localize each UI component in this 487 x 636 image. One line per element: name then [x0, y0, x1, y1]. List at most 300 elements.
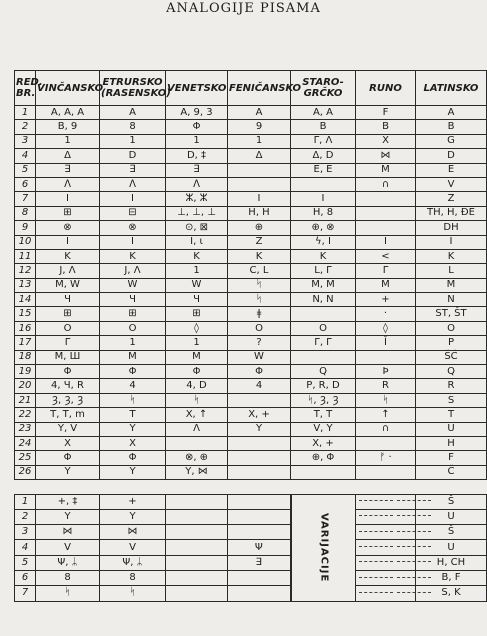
glyph-cell	[228, 525, 291, 540]
glyph-cell: 9	[228, 120, 291, 134]
table-row	[15, 436, 487, 450]
row-number: 8	[15, 206, 36, 220]
glyph-cell: Φ	[100, 451, 166, 465]
glyph-cell: ᛋ	[166, 393, 228, 407]
glyph-cell: 8	[100, 571, 166, 586]
glyph-cell: H	[416, 436, 487, 450]
glyph-cell: Δ, D	[291, 149, 356, 163]
glyph-cell: O	[416, 321, 487, 335]
row-number: 9	[15, 221, 36, 235]
glyph-cell: A	[100, 106, 166, 120]
glyph-cell: Š	[416, 494, 487, 509]
glyph-cell: X, +	[291, 436, 356, 450]
glyph-cell: I	[100, 192, 166, 206]
dash-cell	[356, 509, 416, 524]
table-row	[15, 307, 487, 321]
glyph-cell: L	[416, 264, 487, 278]
row-number: 2	[15, 120, 36, 134]
table-row	[15, 451, 487, 465]
glyph-cell: V	[416, 177, 487, 191]
dash-cell	[356, 540, 416, 555]
glyph-cell: Q	[416, 365, 487, 379]
table-row	[15, 350, 487, 364]
row-number: 17	[15, 336, 36, 350]
glyph-cell	[228, 163, 291, 177]
table-row	[15, 365, 487, 379]
glyph-cell: U	[416, 422, 487, 436]
glyph-cell: Q	[291, 365, 356, 379]
glyph-cell	[228, 451, 291, 465]
glyph-cell: TH, H, ĐE	[416, 206, 487, 220]
glyph-cell: K	[100, 249, 166, 263]
glyph-cell: 4	[228, 379, 291, 393]
dash-cell	[356, 571, 416, 586]
row-number: 23	[15, 422, 36, 436]
dash-line	[359, 592, 393, 593]
glyph-cell: Φ	[228, 365, 291, 379]
row-number: 6	[15, 177, 36, 191]
page-title: ANALOGIJE PISAMA	[166, 1, 321, 16]
glyph-cell: ?	[228, 336, 291, 350]
glyph-cell: 1	[166, 336, 228, 350]
header-cell: RED. BR.	[15, 71, 36, 106]
glyph-cell: C, L	[228, 264, 291, 278]
header-cell: FENIČANSKO	[228, 71, 291, 106]
header-cell: VENETSKO	[166, 71, 228, 106]
glyph-cell: O	[100, 321, 166, 335]
empty-cell	[166, 509, 228, 524]
glyph-cell: Y, ⋈	[166, 465, 228, 479]
glyph-cell: R	[356, 379, 416, 393]
glyph-cell: M, Ш	[36, 350, 100, 364]
variant-rows	[15, 494, 487, 601]
glyph-cell: U	[416, 509, 487, 524]
glyph-cell: ⊗	[100, 221, 166, 235]
glyph-cell: Δ	[36, 149, 100, 163]
row-number: 1	[15, 494, 36, 509]
glyph-cell: Δ	[228, 149, 291, 163]
glyph-cell: Y	[100, 509, 166, 524]
glyph-cell: ∃	[100, 163, 166, 177]
glyph-cell: Φ	[36, 451, 100, 465]
row-number: 7	[15, 586, 36, 601]
glyph-cell: A	[228, 106, 291, 120]
row-number: 6	[15, 571, 36, 586]
glyph-cell: ∃	[36, 163, 100, 177]
section-gap	[15, 480, 487, 494]
glyph-cell: DH	[416, 221, 487, 235]
glyph-cell: I	[228, 192, 291, 206]
glyph-cell	[356, 221, 416, 235]
glyph-cell: 4	[100, 379, 166, 393]
glyph-cell: P	[416, 336, 487, 350]
glyph-cell: ǂ	[228, 307, 291, 321]
dash-line	[359, 546, 393, 547]
glyph-cell: ⋈	[100, 525, 166, 540]
glyph-cell: Ψ, ᛦ	[36, 555, 100, 570]
empty-cell	[166, 494, 228, 509]
dash-line	[359, 577, 393, 578]
glyph-cell: +	[100, 494, 166, 509]
row-number: 18	[15, 350, 36, 364]
dash-line	[359, 531, 393, 532]
glyph-cell	[356, 350, 416, 364]
glyph-cell	[228, 465, 291, 479]
row-number: 7	[15, 192, 36, 206]
glyph-cell: ⊙, ⊠	[166, 221, 228, 235]
row-number: 19	[15, 365, 36, 379]
glyph-cell	[228, 177, 291, 191]
table-row	[15, 336, 487, 350]
row-number: 3	[15, 525, 36, 540]
glyph-cell: K	[228, 249, 291, 263]
glyph-cell: Ψ, ᛦ	[100, 555, 166, 570]
variants-label: VARIJACIJE	[291, 494, 356, 601]
glyph-cell: F	[416, 451, 487, 465]
glyph-cell: ᛋ, Ȝ, Ȝ	[291, 393, 356, 407]
glyph-cell: ⊗	[36, 221, 100, 235]
glyph-cell: T, T, m	[36, 408, 100, 422]
dash-line	[359, 500, 393, 501]
glyph-cell: ⊕, ⊗	[291, 221, 356, 235]
glyph-cell: O	[36, 321, 100, 335]
glyph-cell: ᛋ	[100, 586, 166, 601]
glyph-cell: I	[291, 192, 356, 206]
glyph-cell: M	[416, 278, 487, 292]
glyph-cell: Y	[36, 509, 100, 524]
empty-cell	[166, 555, 228, 570]
glyph-cell: 1	[100, 134, 166, 148]
glyph-cell: Ψ	[228, 540, 291, 555]
table-row	[15, 177, 487, 191]
main-rows	[15, 106, 487, 480]
variant-row	[15, 525, 487, 540]
dash-line	[359, 515, 393, 516]
glyph-cell: D	[100, 149, 166, 163]
glyph-cell: Ǐ	[356, 336, 416, 350]
glyph-cell: M	[166, 350, 228, 364]
glyph-cell: O	[228, 321, 291, 335]
table-row	[15, 379, 487, 393]
dash-line	[397, 592, 431, 593]
glyph-cell: B, 9	[36, 120, 100, 134]
glyph-cell: ∩	[356, 422, 416, 436]
dash-line	[397, 500, 431, 501]
table-row	[15, 249, 487, 263]
glyph-cell: X	[36, 436, 100, 450]
glyph-cell: W	[228, 350, 291, 364]
row-number: 15	[15, 307, 36, 321]
glyph-cell: 4, D	[166, 379, 228, 393]
row-number: 4	[15, 540, 36, 555]
glyph-cell: A, A	[291, 106, 356, 120]
glyph-cell	[228, 436, 291, 450]
table-row	[15, 221, 487, 235]
glyph-cell: ∃	[166, 163, 228, 177]
glyph-cell: N	[416, 293, 487, 307]
header-row	[15, 71, 487, 106]
glyph-cell: ·	[356, 307, 416, 321]
glyph-cell: ∩	[356, 177, 416, 191]
glyph-cell: ŠĆ	[416, 350, 487, 364]
glyph-cell: A, A, A	[36, 106, 100, 120]
glyph-cell: Þ	[356, 365, 416, 379]
variant-row	[15, 555, 487, 570]
glyph-cell: ◊	[166, 321, 228, 335]
glyph-cell: Γ	[36, 336, 100, 350]
table-row	[15, 321, 487, 335]
row-number: 1	[15, 106, 36, 120]
glyph-cell	[228, 393, 291, 407]
row-number: 20	[15, 379, 36, 393]
glyph-cell: M, M	[291, 278, 356, 292]
glyph-cell: Y	[228, 422, 291, 436]
glyph-cell: Φ	[166, 120, 228, 134]
glyph-cell: Š	[416, 525, 487, 540]
glyph-cell: ᐱ	[36, 177, 100, 191]
table-row	[15, 134, 487, 148]
glyph-cell: D, ‡	[166, 149, 228, 163]
glyph-cell: ᛋ	[36, 586, 100, 601]
header-cell: VINČANSKO	[36, 71, 100, 106]
row-number: 5	[15, 163, 36, 177]
dash-line	[397, 561, 431, 562]
glyph-cell	[291, 307, 356, 321]
table-row	[15, 293, 487, 307]
glyph-cell	[356, 436, 416, 450]
glyph-cell: ⋈	[36, 525, 100, 540]
glyph-cell: E, E	[291, 163, 356, 177]
glyph-cell: M	[356, 163, 416, 177]
glyph-cell	[356, 206, 416, 220]
glyph-cell: U	[416, 540, 487, 555]
glyph-cell	[291, 350, 356, 364]
glyph-cell: 1	[100, 336, 166, 350]
glyph-cell: Č	[416, 465, 487, 479]
glyph-cell: F	[356, 106, 416, 120]
glyph-cell: V, Y	[291, 422, 356, 436]
glyph-cell	[228, 494, 291, 509]
glyph-cell: ᛋ	[228, 293, 291, 307]
glyph-cell: V	[100, 540, 166, 555]
glyph-cell: Ȝ, Ȝ, Ȝ	[36, 393, 100, 407]
glyph-cell: V	[36, 540, 100, 555]
glyph-cell: K	[291, 249, 356, 263]
glyph-cell: +, ‡	[36, 494, 100, 509]
glyph-cell: X	[356, 134, 416, 148]
glyph-cell: ⵣ, ⵣ	[166, 192, 228, 206]
glyph-cell: ⊞	[36, 307, 100, 321]
table-row	[15, 264, 487, 278]
glyph-cell: 1	[166, 134, 228, 148]
glyph-cell: X	[100, 436, 166, 450]
table-row	[15, 408, 487, 422]
glyph-cell: ᐱ	[166, 177, 228, 191]
dash-cell	[356, 525, 416, 540]
glyph-cell: I	[356, 235, 416, 249]
row-number: 22	[15, 408, 36, 422]
glyph-cell: T	[416, 408, 487, 422]
empty-cell	[166, 525, 228, 540]
table-row	[15, 192, 487, 206]
glyph-cell: P, R, D	[291, 379, 356, 393]
table-row	[15, 120, 487, 134]
header-cell: STARO-GRČKO	[291, 71, 356, 106]
glyph-cell	[166, 436, 228, 450]
row-number: 4	[15, 149, 36, 163]
glyph-cell: R	[416, 379, 487, 393]
table-row	[15, 206, 487, 220]
variant-row	[15, 494, 487, 509]
glyph-cell: B	[291, 120, 356, 134]
glyph-cell	[228, 571, 291, 586]
glyph-cell	[356, 465, 416, 479]
variant-row	[15, 586, 487, 601]
glyph-cell: T	[100, 408, 166, 422]
glyph-cell: O	[291, 321, 356, 335]
glyph-cell: Y	[100, 422, 166, 436]
dash-line	[397, 515, 431, 516]
row-number: 2	[15, 509, 36, 524]
glyph-cell: H, 8	[291, 206, 356, 220]
glyph-cell: Ч	[166, 293, 228, 307]
glyph-cell: D	[416, 149, 487, 163]
glyph-cell: K	[416, 249, 487, 263]
row-number: 16	[15, 321, 36, 335]
glyph-cell: M	[100, 350, 166, 364]
glyph-cell: Y	[100, 465, 166, 479]
glyph-cell: L, Γ	[291, 264, 356, 278]
row-number: 13	[15, 278, 36, 292]
glyph-cell: Y, V	[36, 422, 100, 436]
glyph-cell: I, ι	[166, 235, 228, 249]
glyph-cell: K	[36, 249, 100, 263]
row-number: 10	[15, 235, 36, 249]
glyph-cell: ⊞	[100, 307, 166, 321]
row-number: 25	[15, 451, 36, 465]
glyph-cell: 1	[166, 264, 228, 278]
dash-line	[397, 531, 431, 532]
dash-cell	[356, 555, 416, 570]
glyph-cell: Ч	[100, 293, 166, 307]
table-row	[15, 465, 487, 479]
glyph-cell: W	[100, 278, 166, 292]
glyph-cell: I	[416, 235, 487, 249]
table-row	[15, 235, 487, 249]
glyph-cell: A	[416, 106, 487, 120]
row-number: 5	[15, 555, 36, 570]
glyph-cell: Z	[416, 192, 487, 206]
glyph-cell: I	[36, 235, 100, 249]
glyph-cell: J, Λ	[36, 264, 100, 278]
empty-cell	[166, 571, 228, 586]
row-number: 12	[15, 264, 36, 278]
glyph-cell: G	[416, 134, 487, 148]
glyph-cell	[291, 465, 356, 479]
glyph-cell: 1	[228, 134, 291, 148]
glyph-cell: Φ	[166, 365, 228, 379]
script-analogy-table	[14, 70, 487, 602]
glyph-cell: ↑	[356, 408, 416, 422]
glyph-cell: Ч	[36, 293, 100, 307]
table-row	[15, 106, 487, 120]
glyph-cell: ST, ŠT	[416, 307, 487, 321]
row-number: 26	[15, 465, 36, 479]
glyph-cell: Γ	[356, 264, 416, 278]
table-row	[15, 422, 487, 436]
glyph-cell: ⊗, ⊕	[166, 451, 228, 465]
glyph-cell: B	[356, 120, 416, 134]
row-number: 11	[15, 249, 36, 263]
dash-line	[397, 546, 431, 547]
glyph-cell: H, H	[228, 206, 291, 220]
table-row	[15, 278, 487, 292]
glyph-cell: M	[356, 278, 416, 292]
glyph-cell: B	[416, 120, 487, 134]
glyph-cell: I	[100, 235, 166, 249]
row-number: 14	[15, 293, 36, 307]
glyph-cell: ⊞	[166, 307, 228, 321]
variant-row	[15, 571, 487, 586]
glyph-cell: Λ	[166, 422, 228, 436]
glyph-cell	[228, 509, 291, 524]
glyph-cell: Φ	[100, 365, 166, 379]
glyph-cell	[356, 192, 416, 206]
glyph-cell: J, Λ	[100, 264, 166, 278]
glyph-cell: +	[356, 293, 416, 307]
glyph-cell: ⊥, ⊥, ⊥	[166, 206, 228, 220]
glyph-cell: H, CH	[416, 555, 487, 570]
glyph-cell: ᛋ	[228, 278, 291, 292]
glyph-cell: ᛋ	[356, 393, 416, 407]
dash-line	[359, 561, 393, 562]
glyph-cell: ϟ, I	[291, 235, 356, 249]
glyph-cell: E	[416, 163, 487, 177]
glyph-cell: 1	[36, 134, 100, 148]
glyph-cell: X, +	[228, 408, 291, 422]
variant-row	[15, 509, 487, 524]
glyph-cell: ∃	[228, 555, 291, 570]
dash-cell	[356, 586, 416, 601]
table-row	[15, 393, 487, 407]
glyph-cell: S	[416, 393, 487, 407]
glyph-cell: B, F	[416, 571, 487, 586]
glyph-cell: ⊞	[36, 206, 100, 220]
glyph-cell: Y	[36, 465, 100, 479]
glyph-cell: ᛋ	[100, 393, 166, 407]
dash-cell	[356, 494, 416, 509]
empty-cell	[166, 540, 228, 555]
glyph-cell: ⊟	[100, 206, 166, 220]
glyph-cell: ᚠ ·	[356, 451, 416, 465]
glyph-cell: S, K	[416, 586, 487, 601]
row-number: 24	[15, 436, 36, 450]
glyph-cell: A, 9, 3	[166, 106, 228, 120]
header-cell: RUNO	[356, 71, 416, 106]
glyph-cell: X, ↑	[166, 408, 228, 422]
glyph-cell: <	[356, 249, 416, 263]
glyph-cell: W	[166, 278, 228, 292]
glyph-cell: ◊	[356, 321, 416, 335]
glyph-cell: ⊕, Φ	[291, 451, 356, 465]
glyph-cell	[291, 177, 356, 191]
row-number: 21	[15, 393, 36, 407]
glyph-cell: 8	[36, 571, 100, 586]
glyph-cell: K	[166, 249, 228, 263]
glyph-cell: ⋈	[356, 149, 416, 163]
glyph-cell: Φ	[36, 365, 100, 379]
glyph-cell: Γ, Γ	[291, 336, 356, 350]
